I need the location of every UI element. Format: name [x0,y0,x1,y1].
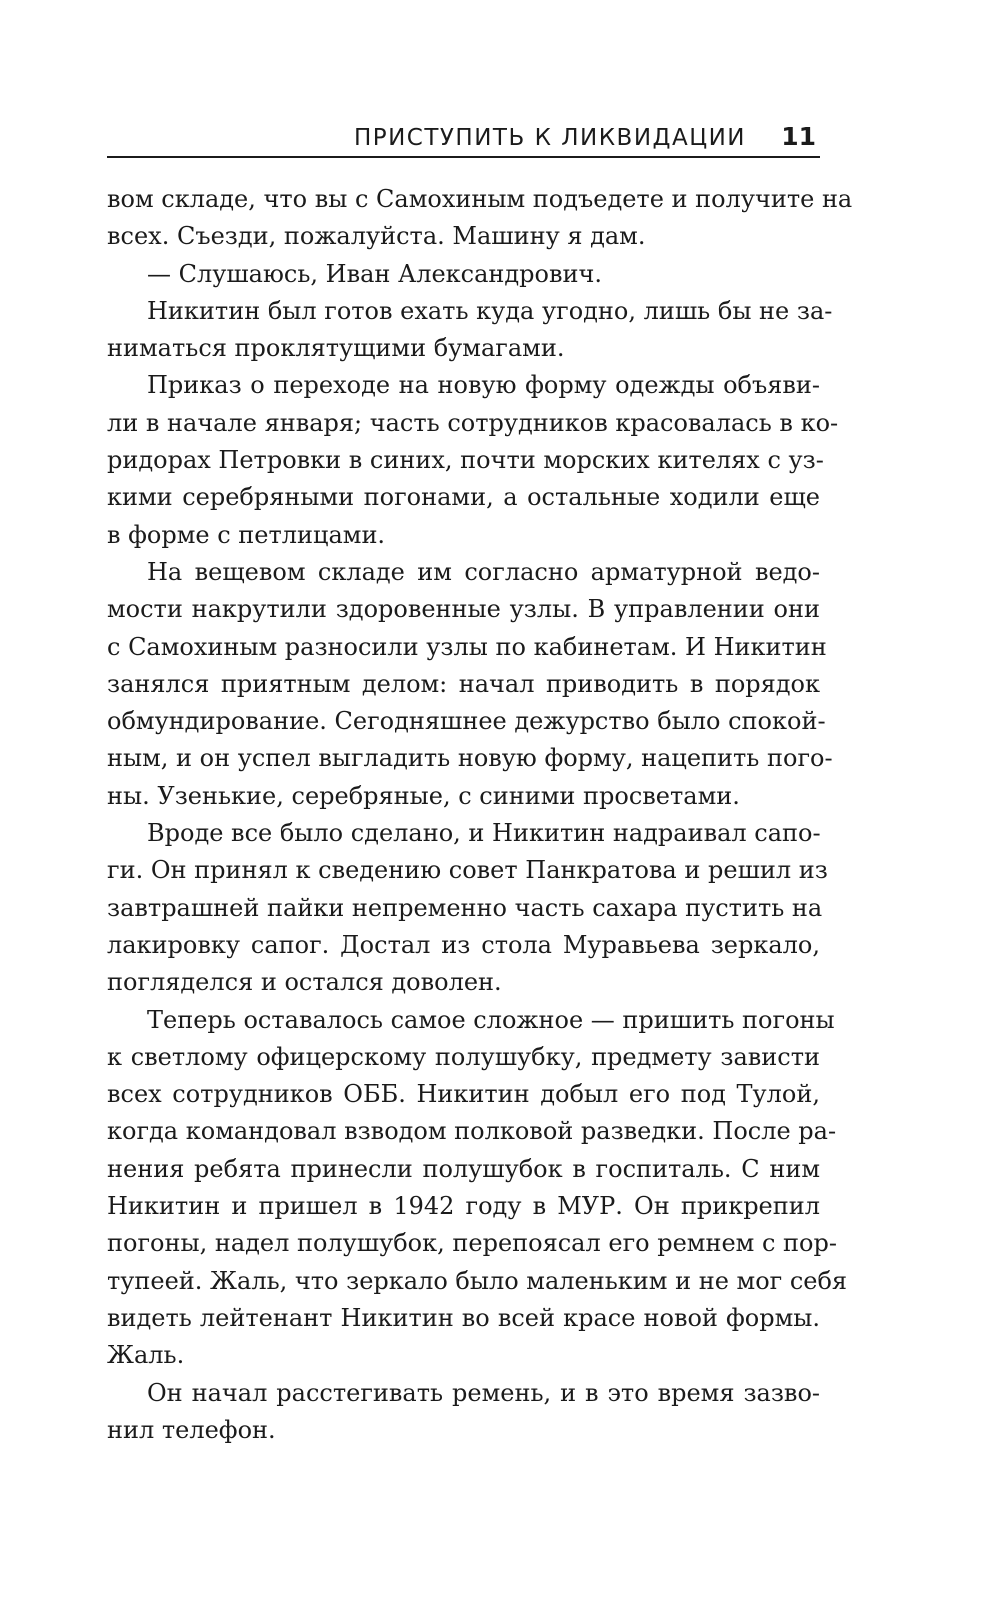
text-line: к светлому офицерскому полушубку, предмету зависти [107,1042,820,1071]
text-line: Теперь оставалось самое сложное — пришить погоны [147,1005,835,1034]
text-line: всех. Съезди, пожалуйста. Машину я дам. [107,222,646,251]
text-line: ным, и он успел выгладить новую форму, нацепить пого- [107,744,833,773]
text-line: в форме с петлицами. [107,520,386,549]
page-number: 11 [781,122,816,151]
text-line: ридорах Петровки в синих, почти морских кителях с уз- [107,446,824,475]
text-line: Никитин был готов ехать куда угодно, лишь бы не за- [147,296,833,325]
text-line: ны. Узенькие, серебряные, с синими просветами. [107,781,740,810]
text-line: всех сотрудников ОББ. Никитин добыл его под Тулой, [107,1080,820,1109]
body-text [107,181,853,1449]
text-line: когда командовал взводом полковой разведки. После ра- [107,1117,837,1146]
text-line: погоны, надел полушубок, перепоясал его ремнем с пор- [107,1229,837,1258]
text-line: нил телефон. [107,1415,276,1444]
text-line: с Самохиным разносили узлы по кабинетам. И Никитин [107,632,827,661]
running-title: ПРИСТУПИТЬ К ЛИКВИДАЦИИ [353,125,746,151]
text-line: На вещевом складе им согласно арматурной ведо- [147,557,820,586]
text-line: погляделся и остался доволен. [107,968,502,997]
text-line: вом складе, что вы с Самохиным подъедете и получите на [107,185,853,213]
text-line: ги. Он принял к сведению совет Панкратова и решил из [107,856,828,885]
text-line: лакировку сапог. Достал из стола Муравьева зеркало, [107,930,820,959]
text-line: Вроде все было сделано, и Никитин надраивал сапо- [147,819,821,848]
text-line: ли в начале января; часть сотрудников красовалась в ко- [107,408,839,437]
text-line: Приказ о переходе на новую форму одежды объяви- [147,371,820,400]
text-line: завтрашней пайки непременно часть сахара пустить на [107,893,823,922]
text-line: нения ребята принесли полушубок в госпиталь. С ним [107,1154,820,1183]
text-line: ниматься проклятущими бумагами. [107,334,565,363]
text-line: мости накрутили здоровенные узлы. В управлении они [107,595,820,624]
text-line: занялся приятным делом: начал приводить в порядок [107,669,820,698]
text-line: Жаль. [107,1341,185,1370]
text-line: кими серебряными погонами, а остальные ходили еще [107,483,820,512]
text-line: Никитин и пришел в 1942 году в МУР. Он прикрепил [107,1192,820,1221]
text-line: — Слушаюсь, Иван Александрович. [147,259,602,288]
text-line: Он начал расстегивать ремень, и в это время зазво- [147,1378,820,1407]
page-header [107,118,820,158]
text-line: тупеей. Жаль, что зеркало было маленьким и не мог себя [107,1266,848,1295]
text-line: видеть лейтенант Никитин во всей красе новой формы. [107,1303,820,1332]
text-line: обмундирование. Сегодняшнее дежурство было спокой- [107,707,826,736]
